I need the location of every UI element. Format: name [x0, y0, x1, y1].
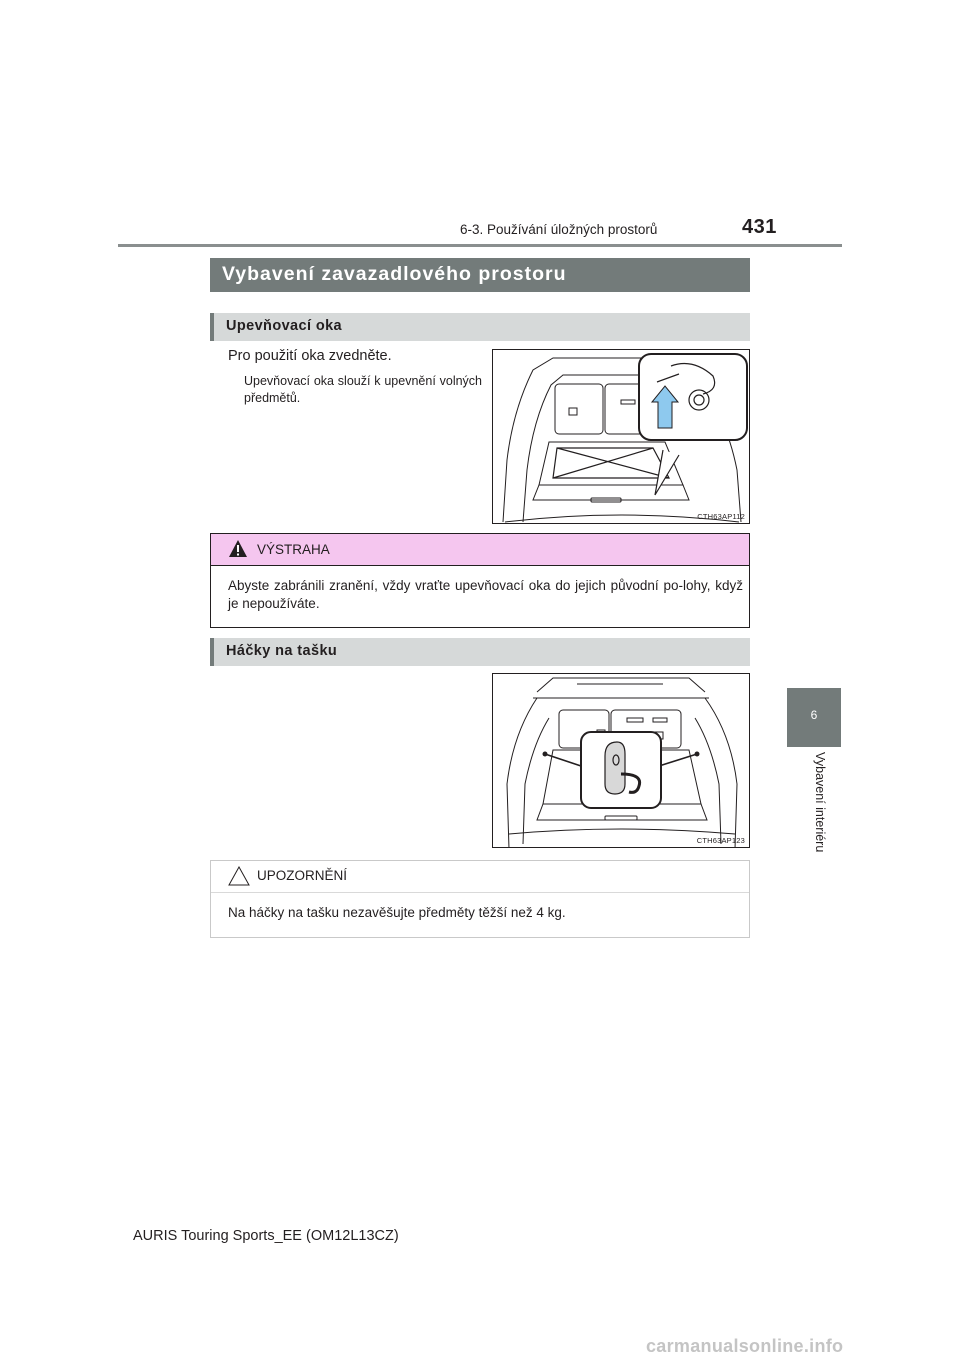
chapter-tab: 6 — [787, 688, 841, 747]
warning-title: VÝSTRAHA — [257, 542, 330, 557]
page-number: 431 — [742, 216, 777, 238]
footer-model: AURIS Touring Sports_EE (OM12L13CZ) — [133, 1228, 399, 1244]
figure-bag-hooks — [492, 673, 750, 848]
step-instruction: Pro použití oka zvedněte. — [228, 348, 392, 364]
figure-tie-down-eyes — [492, 349, 750, 524]
header-rule — [118, 244, 842, 247]
chapter-tab-label: Vybavení interiéru — [813, 752, 827, 853]
figure-code: CTH63AP123 — [696, 836, 745, 845]
section-heading-bag-hooks: Háčky na tašku — [210, 638, 750, 666]
warning-icon — [228, 539, 248, 559]
warning-box — [210, 533, 750, 628]
cargo-area-illustration — [493, 350, 750, 524]
figure-code: CTH63AP112 — [697, 512, 745, 521]
detail-callout — [639, 354, 747, 440]
caution-icon — [228, 866, 250, 886]
section-heading-tie-down-eyes: Upevňovací oka — [210, 313, 750, 341]
notice-text: Na háčky na tašku nezavěšujte předměty těžší než 4 kg. — [228, 905, 566, 920]
page-title: Vybavení zavazadlového prostoru — [210, 258, 750, 292]
watermark: carmanualsonline.info — [646, 1336, 844, 1356]
step-note: Upevňovací oka slouží k upevnění volných předmětů. — [244, 374, 482, 405]
running-header-section: 6-3. Používání úložných prostorů — [460, 222, 658, 237]
bag-hook-illustration — [493, 674, 750, 848]
notice-title: UPOZORNĚNÍ — [257, 868, 348, 883]
notice-box — [210, 860, 750, 938]
warning-text: Abyste zabránili zranění, vždy vraťte upevňovací oka do jejich původní po-lohy, když je nepoužíváte. — [228, 578, 743, 611]
